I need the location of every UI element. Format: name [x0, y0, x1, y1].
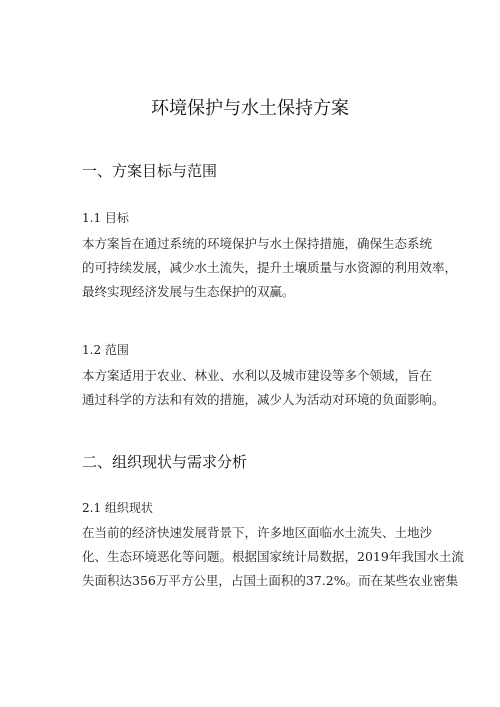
paragraph-line: 最终实现经济发展与生态保护的双赢。 — [82, 284, 295, 299]
paragraph-line: 的可持续发展，减少水土流失，提升土壤质量与水资源的利用效率， — [82, 260, 458, 275]
document-title: 环境保护与水土保持方案 — [151, 98, 349, 119]
paragraph — [82, 232, 458, 304]
paragraph-line: 化、生态环境恶化等问题。根据国家统计局数据，2019年我国水土流 — [82, 549, 464, 564]
paragraph-line: 本方案旨在通过系统的环境保护与水土保持措施，确保生态系统 — [82, 236, 433, 251]
subsection-heading: 1.2 范围 — [82, 343, 129, 357]
subsection-heading: 2.1 组织现状 — [82, 501, 153, 515]
section-heading: 二、组织现状与需求分析 — [82, 453, 248, 471]
paragraph-line: 在当前的经济快速发展背景下，许多地区面临水土流失、土地沙 — [82, 525, 433, 540]
paragraph — [82, 521, 464, 593]
subsection-heading: 1.1 目标 — [82, 211, 129, 225]
paragraph — [82, 364, 445, 412]
paragraph-line: 失面积达356万平方公里，占国土面积的37.2%。而在某些农业密集 — [82, 573, 459, 588]
paragraph-line: 本方案适用于农业、林业、水利以及城市建设等多个领域，旨在 — [82, 368, 433, 383]
paragraph-line: 通过科学的方法和有效的措施，减少人为活动对环境的负面影响。 — [82, 392, 445, 407]
section-heading: 一、方案目标与范围 — [82, 162, 218, 180]
